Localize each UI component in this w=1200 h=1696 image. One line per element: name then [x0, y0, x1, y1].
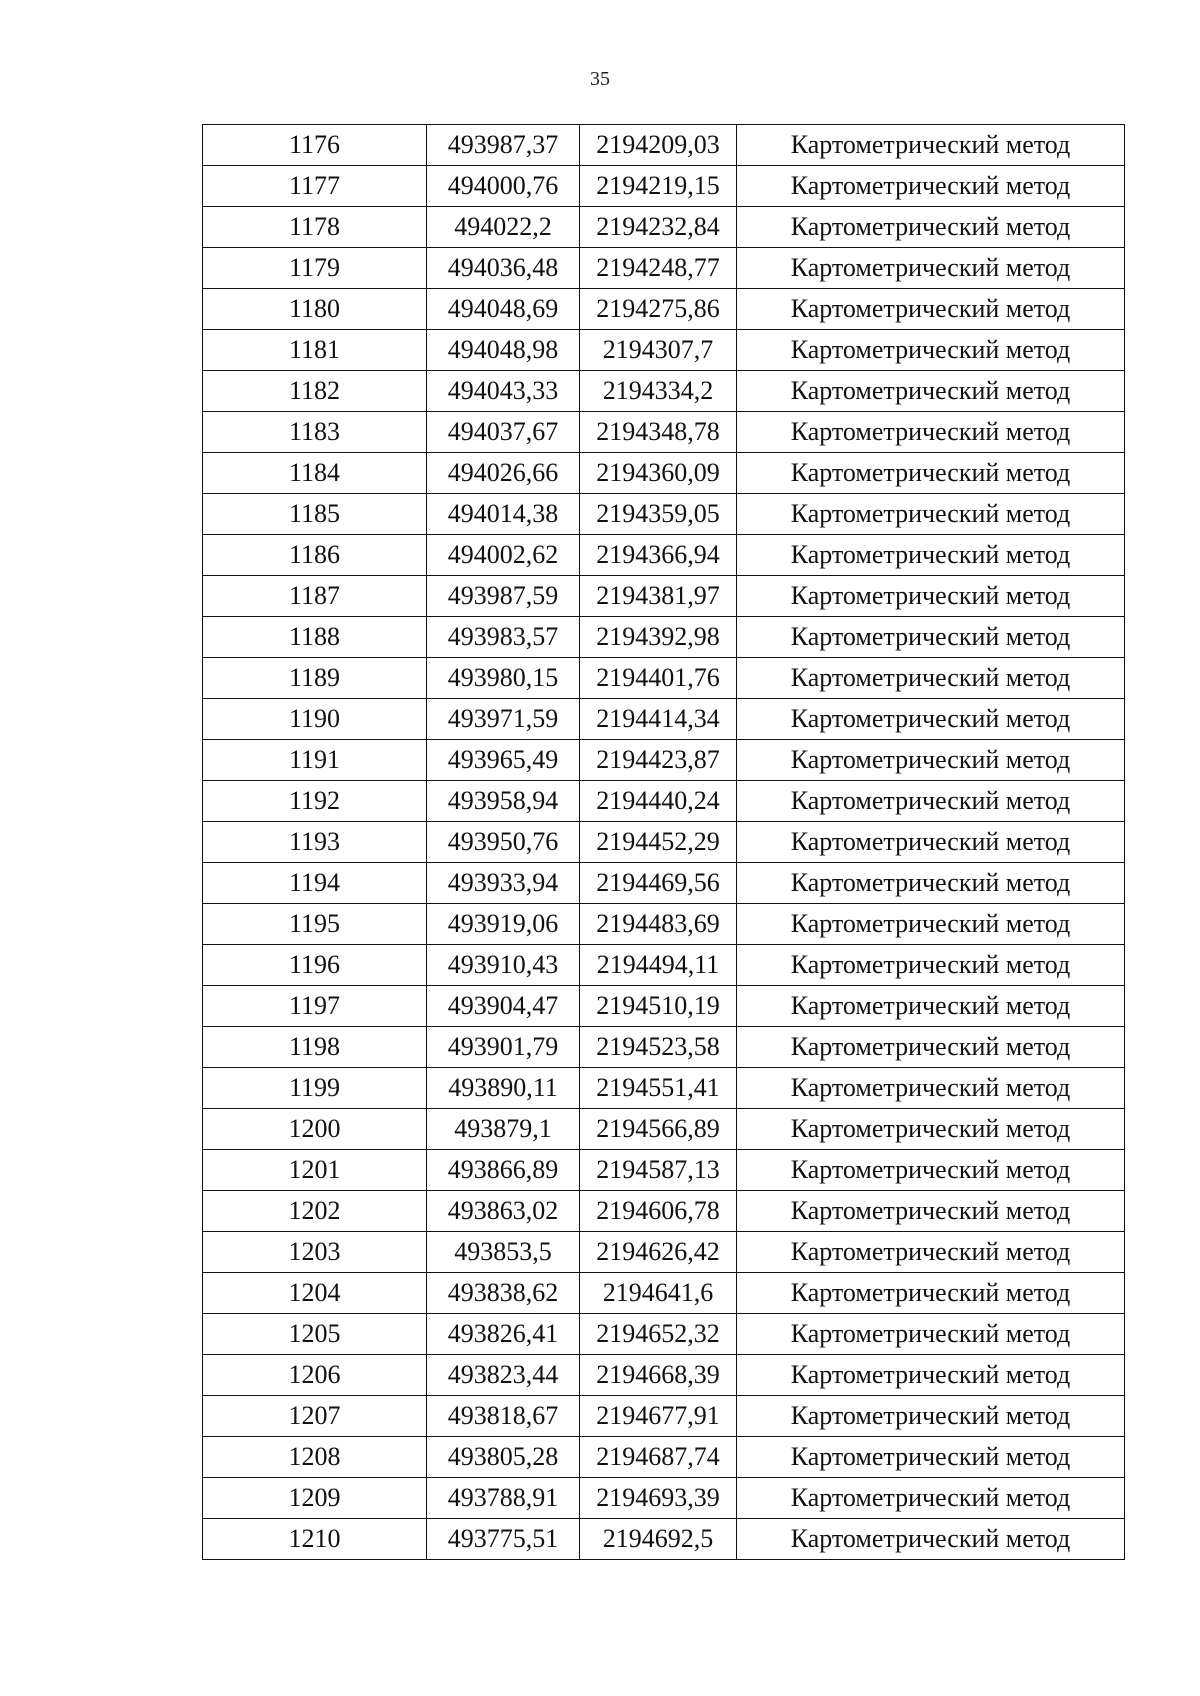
- y-coordinate-cell: 2194360,09: [580, 453, 737, 494]
- table-row: [203, 1355, 1125, 1396]
- x-coordinate-cell: 493987,59: [427, 576, 580, 617]
- point-number-cell: 1209: [203, 1478, 427, 1519]
- y-coordinate-cell: 2194423,87: [580, 740, 737, 781]
- point-number-cell: 1190: [203, 699, 427, 740]
- point-number-cell: 1177: [203, 166, 427, 207]
- table-row: [203, 576, 1125, 617]
- table-row: [203, 1068, 1125, 1109]
- method-cell: Картометрический метод: [737, 1068, 1125, 1109]
- y-coordinate-cell: 2194414,34: [580, 699, 737, 740]
- method-cell: Картометрический метод: [737, 535, 1125, 576]
- x-coordinate-cell: 493890,11: [427, 1068, 580, 1109]
- y-coordinate-cell: 2194392,98: [580, 617, 737, 658]
- method-cell: Картометрический метод: [737, 699, 1125, 740]
- method-cell: Картометрический метод: [737, 371, 1125, 412]
- x-coordinate-cell: 493866,89: [427, 1150, 580, 1191]
- point-number-cell: 1187: [203, 576, 427, 617]
- point-number-cell: 1180: [203, 289, 427, 330]
- y-coordinate-cell: 2194523,58: [580, 1027, 737, 1068]
- method-cell: Картометрический метод: [737, 863, 1125, 904]
- table-row: [203, 863, 1125, 904]
- point-number-cell: 1210: [203, 1519, 427, 1560]
- x-coordinate-cell: 493838,62: [427, 1273, 580, 1314]
- table-row: [203, 658, 1125, 699]
- method-cell: Картометрический метод: [737, 617, 1125, 658]
- method-cell: Картометрический метод: [737, 781, 1125, 822]
- x-coordinate-cell: 494043,33: [427, 371, 580, 412]
- point-number-cell: 1182: [203, 371, 427, 412]
- y-coordinate-cell: 2194566,89: [580, 1109, 737, 1150]
- table-row: [203, 1519, 1125, 1560]
- table-row: [203, 412, 1125, 453]
- method-cell: Картометрический метод: [737, 494, 1125, 535]
- y-coordinate-cell: 2194469,56: [580, 863, 737, 904]
- table-row: [203, 1478, 1125, 1519]
- method-cell: Картометрический метод: [737, 1355, 1125, 1396]
- point-number-cell: 1185: [203, 494, 427, 535]
- method-cell: Картометрический метод: [737, 1150, 1125, 1191]
- x-coordinate-cell: 494014,38: [427, 494, 580, 535]
- y-coordinate-cell: 2194692,5: [580, 1519, 737, 1560]
- y-coordinate-cell: 2194606,78: [580, 1191, 737, 1232]
- method-cell: Картометрический метод: [737, 658, 1125, 699]
- table-row: [203, 781, 1125, 822]
- method-cell: Картометрический метод: [737, 125, 1125, 166]
- coordinates-table: [202, 124, 1125, 1560]
- y-coordinate-cell: 2194401,76: [580, 658, 737, 699]
- y-coordinate-cell: 2194381,97: [580, 576, 737, 617]
- x-coordinate-cell: 493983,57: [427, 617, 580, 658]
- table-row: [203, 1273, 1125, 1314]
- method-cell: Картометрический метод: [737, 1478, 1125, 1519]
- table-row: [203, 822, 1125, 863]
- coordinates-table-body: [203, 125, 1125, 1560]
- method-cell: Картометрический метод: [737, 986, 1125, 1027]
- point-number-cell: 1202: [203, 1191, 427, 1232]
- method-cell: Картометрический метод: [737, 740, 1125, 781]
- method-cell: Картометрический метод: [737, 1437, 1125, 1478]
- point-number-cell: 1178: [203, 207, 427, 248]
- x-coordinate-cell: 493965,49: [427, 740, 580, 781]
- x-coordinate-cell: 493910,43: [427, 945, 580, 986]
- table-row: [203, 1150, 1125, 1191]
- method-cell: Картометрический метод: [737, 207, 1125, 248]
- x-coordinate-cell: 493901,79: [427, 1027, 580, 1068]
- method-cell: Картометрический метод: [737, 1519, 1125, 1560]
- x-coordinate-cell: 493826,41: [427, 1314, 580, 1355]
- y-coordinate-cell: 2194452,29: [580, 822, 737, 863]
- method-cell: Картометрический метод: [737, 1027, 1125, 1068]
- table-row: [203, 535, 1125, 576]
- point-number-cell: 1183: [203, 412, 427, 453]
- table-row: [203, 248, 1125, 289]
- point-number-cell: 1195: [203, 904, 427, 945]
- y-coordinate-cell: 2194551,41: [580, 1068, 737, 1109]
- table-row: [203, 1109, 1125, 1150]
- y-coordinate-cell: 2194483,69: [580, 904, 737, 945]
- method-cell: Картометрический метод: [737, 945, 1125, 986]
- table-row: [203, 453, 1125, 494]
- point-number-cell: 1191: [203, 740, 427, 781]
- x-coordinate-cell: 494000,76: [427, 166, 580, 207]
- y-coordinate-cell: 2194209,03: [580, 125, 737, 166]
- point-number-cell: 1184: [203, 453, 427, 494]
- x-coordinate-cell: 493904,47: [427, 986, 580, 1027]
- point-number-cell: 1176: [203, 125, 427, 166]
- method-cell: Картометрический метод: [737, 453, 1125, 494]
- point-number-cell: 1196: [203, 945, 427, 986]
- y-coordinate-cell: 2194219,15: [580, 166, 737, 207]
- y-coordinate-cell: 2194626,42: [580, 1232, 737, 1273]
- point-number-cell: 1198: [203, 1027, 427, 1068]
- y-coordinate-cell: 2194275,86: [580, 289, 737, 330]
- point-number-cell: 1206: [203, 1355, 427, 1396]
- method-cell: Картометрический метод: [737, 1109, 1125, 1150]
- method-cell: Картометрический метод: [737, 412, 1125, 453]
- point-number-cell: 1193: [203, 822, 427, 863]
- point-number-cell: 1201: [203, 1150, 427, 1191]
- y-coordinate-cell: 2194652,32: [580, 1314, 737, 1355]
- method-cell: Картометрический метод: [737, 166, 1125, 207]
- y-coordinate-cell: 2194440,24: [580, 781, 737, 822]
- method-cell: Картометрический метод: [737, 904, 1125, 945]
- y-coordinate-cell: 2194359,05: [580, 494, 737, 535]
- point-number-cell: 1192: [203, 781, 427, 822]
- method-cell: Картометрический метод: [737, 248, 1125, 289]
- table-row: [203, 371, 1125, 412]
- method-cell: Картометрический метод: [737, 330, 1125, 371]
- y-coordinate-cell: 2194494,11: [580, 945, 737, 986]
- x-coordinate-cell: 493933,94: [427, 863, 580, 904]
- y-coordinate-cell: 2194677,91: [580, 1396, 737, 1437]
- point-number-cell: 1188: [203, 617, 427, 658]
- method-cell: Картометрический метод: [737, 1396, 1125, 1437]
- table-row: [203, 740, 1125, 781]
- y-coordinate-cell: 2194334,2: [580, 371, 737, 412]
- table-row: [203, 1027, 1125, 1068]
- x-coordinate-cell: 493805,28: [427, 1437, 580, 1478]
- table-row: [203, 289, 1125, 330]
- y-coordinate-cell: 2194668,39: [580, 1355, 737, 1396]
- table-row: [203, 1396, 1125, 1437]
- point-number-cell: 1181: [203, 330, 427, 371]
- y-coordinate-cell: 2194248,77: [580, 248, 737, 289]
- point-number-cell: 1200: [203, 1109, 427, 1150]
- point-number-cell: 1203: [203, 1232, 427, 1273]
- x-coordinate-cell: 493788,91: [427, 1478, 580, 1519]
- point-number-cell: 1189: [203, 658, 427, 699]
- x-coordinate-cell: 494022,2: [427, 207, 580, 248]
- table-row: [203, 904, 1125, 945]
- x-coordinate-cell: 494037,67: [427, 412, 580, 453]
- table-row: [203, 945, 1125, 986]
- table-row: [203, 617, 1125, 658]
- method-cell: Картометрический метод: [737, 1314, 1125, 1355]
- point-number-cell: 1179: [203, 248, 427, 289]
- method-cell: Картометрический метод: [737, 822, 1125, 863]
- x-coordinate-cell: 493987,37: [427, 125, 580, 166]
- y-coordinate-cell: 2194348,78: [580, 412, 737, 453]
- table-row: [203, 1232, 1125, 1273]
- table-row: [203, 1191, 1125, 1232]
- y-coordinate-cell: 2194307,7: [580, 330, 737, 371]
- method-cell: Картометрический метод: [737, 1273, 1125, 1314]
- table-row: [203, 1437, 1125, 1478]
- table-row: [203, 125, 1125, 166]
- method-cell: Картометрический метод: [737, 576, 1125, 617]
- table-row: [203, 166, 1125, 207]
- y-coordinate-cell: 2194641,6: [580, 1273, 737, 1314]
- y-coordinate-cell: 2194366,94: [580, 535, 737, 576]
- y-coordinate-cell: 2194232,84: [580, 207, 737, 248]
- x-coordinate-cell: 493818,67: [427, 1396, 580, 1437]
- method-cell: Картометрический метод: [737, 1191, 1125, 1232]
- point-number-cell: 1208: [203, 1437, 427, 1478]
- point-number-cell: 1205: [203, 1314, 427, 1355]
- x-coordinate-cell: 494026,66: [427, 453, 580, 494]
- y-coordinate-cell: 2194587,13: [580, 1150, 737, 1191]
- x-coordinate-cell: 494048,69: [427, 289, 580, 330]
- table-row: [203, 207, 1125, 248]
- point-number-cell: 1197: [203, 986, 427, 1027]
- method-cell: Картометрический метод: [737, 1232, 1125, 1273]
- point-number-cell: 1207: [203, 1396, 427, 1437]
- x-coordinate-cell: 493958,94: [427, 781, 580, 822]
- x-coordinate-cell: 494036,48: [427, 248, 580, 289]
- x-coordinate-cell: 493879,1: [427, 1109, 580, 1150]
- page-number: 35: [590, 68, 610, 90]
- x-coordinate-cell: 493950,76: [427, 822, 580, 863]
- point-number-cell: 1186: [203, 535, 427, 576]
- x-coordinate-cell: 494002,62: [427, 535, 580, 576]
- method-cell: Картометрический метод: [737, 289, 1125, 330]
- table-row: [203, 494, 1125, 535]
- y-coordinate-cell: 2194693,39: [580, 1478, 737, 1519]
- table-row: [203, 699, 1125, 740]
- x-coordinate-cell: 493823,44: [427, 1355, 580, 1396]
- x-coordinate-cell: 493863,02: [427, 1191, 580, 1232]
- x-coordinate-cell: 493853,5: [427, 1232, 580, 1273]
- table-row: [203, 1314, 1125, 1355]
- x-coordinate-cell: 493971,59: [427, 699, 580, 740]
- point-number-cell: 1204: [203, 1273, 427, 1314]
- point-number-cell: 1199: [203, 1068, 427, 1109]
- x-coordinate-cell: 494048,98: [427, 330, 580, 371]
- x-coordinate-cell: 493980,15: [427, 658, 580, 699]
- point-number-cell: 1194: [203, 863, 427, 904]
- table-row: [203, 330, 1125, 371]
- x-coordinate-cell: 493919,06: [427, 904, 580, 945]
- x-coordinate-cell: 493775,51: [427, 1519, 580, 1560]
- y-coordinate-cell: 2194510,19: [580, 986, 737, 1027]
- table-row: [203, 986, 1125, 1027]
- y-coordinate-cell: 2194687,74: [580, 1437, 737, 1478]
